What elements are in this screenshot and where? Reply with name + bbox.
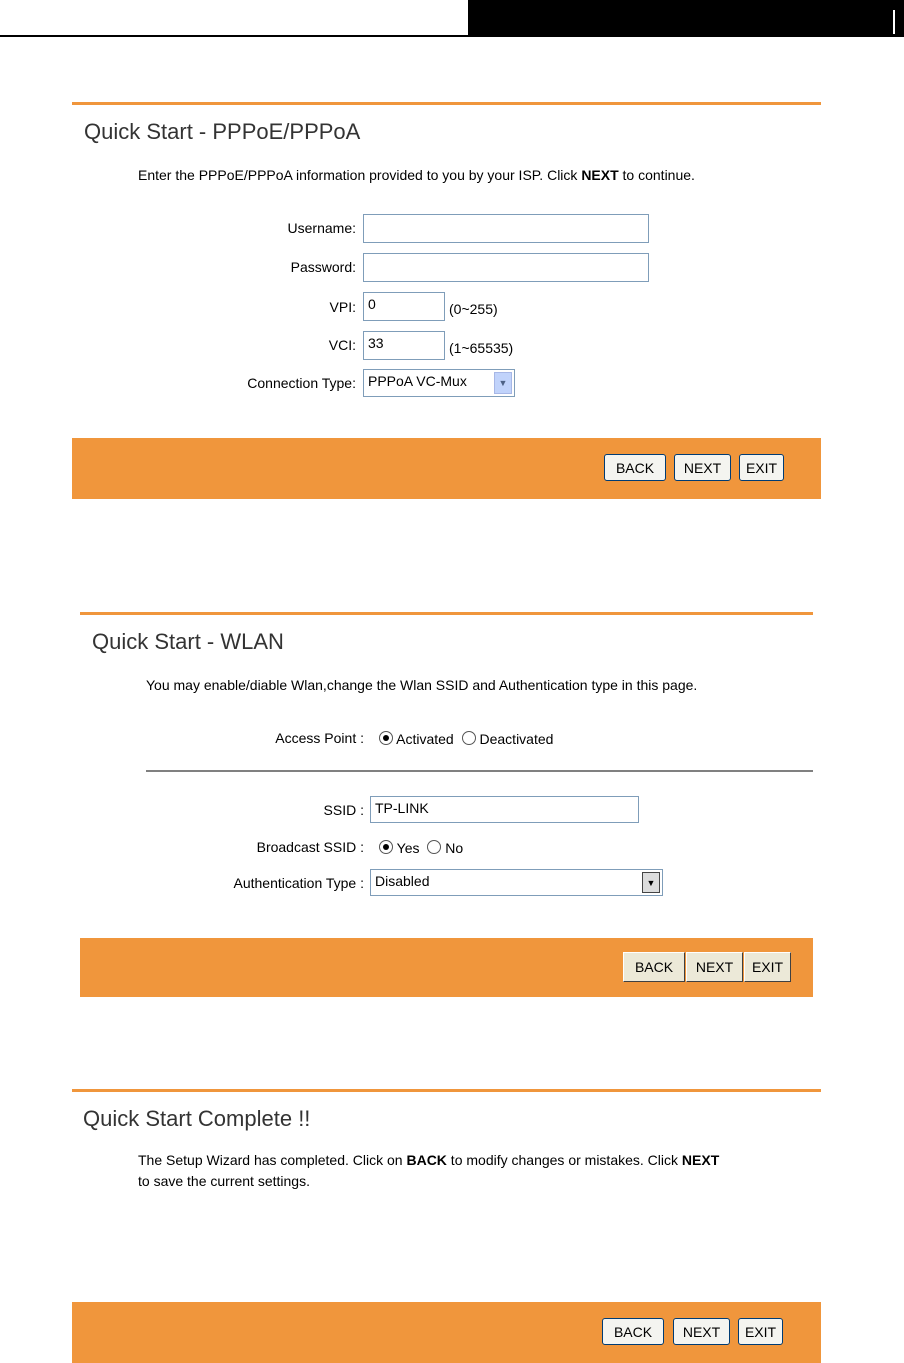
password-label: Password: — [290, 259, 356, 275]
complete-text-line1 — [138, 1152, 719, 1168]
chevron-down-icon[interactable]: ▼ — [642, 872, 660, 893]
access-point-deactivated-label: Deactivated — [479, 731, 554, 747]
broadcast-ssid-label: Broadcast SSID : — [256, 839, 364, 855]
vpi-label: VPI: — [329, 299, 356, 315]
pppoe-intro-bold: NEXT — [581, 167, 619, 183]
header-black-bar — [468, 0, 904, 37]
wlan-divider — [146, 770, 813, 772]
pppoe-intro — [138, 167, 695, 183]
access-point-label: Access Point : — [275, 730, 364, 746]
complete-title: Quick Start Complete !! — [83, 1106, 311, 1131]
vci-label: VCI: — [328, 337, 356, 353]
wlan-intro: You may enable/diable Wlan,change the Wlan SSID and Authentication type in this page. — [146, 677, 698, 693]
access-point-deactivated-radio[interactable] — [462, 731, 476, 745]
wlan-top-rule — [80, 612, 813, 615]
broadcast-ssid-no-radio[interactable] — [427, 840, 441, 854]
wlan-exit-button[interactable]: EXIT — [744, 952, 791, 982]
wlan-back-button[interactable]: BACK — [623, 952, 685, 982]
authentication-type-select[interactable] — [370, 869, 663, 896]
complete-back-button[interactable]: BACK — [602, 1318, 664, 1345]
header-tick — [893, 10, 895, 34]
complete-text-part1: The Setup Wizard has completed. Click on — [138, 1152, 407, 1168]
broadcast-ssid-options — [379, 840, 463, 856]
ssid-label: SSID : — [323, 802, 364, 818]
access-point-activated-radio[interactable] — [379, 731, 393, 745]
vpi-input[interactable]: 0 — [363, 292, 445, 321]
connection-type-label: Connection Type: — [247, 375, 356, 391]
access-point-activated-label: Activated — [396, 731, 454, 747]
connection-type-select[interactable] — [363, 369, 515, 397]
broadcast-ssid-no-label: No — [445, 840, 464, 856]
broadcast-ssid-yes-radio[interactable] — [379, 840, 393, 854]
complete-exit-button[interactable]: EXIT — [738, 1318, 783, 1345]
pppoe-top-rule — [72, 102, 821, 105]
access-point-options — [379, 731, 553, 747]
username-label: Username: — [287, 220, 356, 236]
broadcast-ssid-yes-label: Yes — [396, 840, 420, 856]
password-input[interactable] — [363, 253, 649, 282]
header-rule — [0, 35, 470, 37]
pppoe-back-button[interactable]: BACK — [604, 454, 666, 481]
complete-next-button[interactable]: NEXT — [673, 1318, 730, 1345]
complete-text-part2: to modify changes or mistakes. Click — [446, 1152, 682, 1168]
complete-text-back: BACK — [406, 1152, 447, 1168]
pppoe-intro-text: Enter the PPPoE/PPPoA information provided to you by your ISP. Click — [138, 167, 582, 183]
vci-input[interactable]: 33 — [363, 331, 445, 360]
complete-text-next: NEXT — [681, 1152, 720, 1168]
pppoe-next-button[interactable]: NEXT — [674, 454, 731, 481]
complete-top-rule — [72, 1089, 821, 1092]
pppoe-title: Quick Start - PPPoE/PPPoA — [84, 119, 361, 144]
pppoe-exit-button[interactable]: EXIT — [739, 454, 784, 481]
connection-type-value: PPPoA VC-Mux — [368, 373, 467, 389]
authentication-type-value: Disabled — [375, 873, 430, 889]
complete-text-line2: to save the current settings. — [138, 1173, 310, 1189]
vci-range: (1~65535) — [449, 340, 514, 356]
wlan-next-button[interactable]: NEXT — [686, 952, 743, 982]
username-input[interactable] — [363, 214, 649, 243]
pppoe-intro-tail: to continue. — [618, 167, 695, 183]
ssid-input[interactable]: TP-LINK — [370, 796, 639, 823]
authentication-type-label: Authentication Type : — [233, 875, 364, 891]
chevron-down-icon[interactable]: ▼ — [494, 372, 512, 394]
vpi-range: (0~255) — [449, 301, 498, 317]
wlan-title: Quick Start - WLAN — [92, 629, 284, 654]
